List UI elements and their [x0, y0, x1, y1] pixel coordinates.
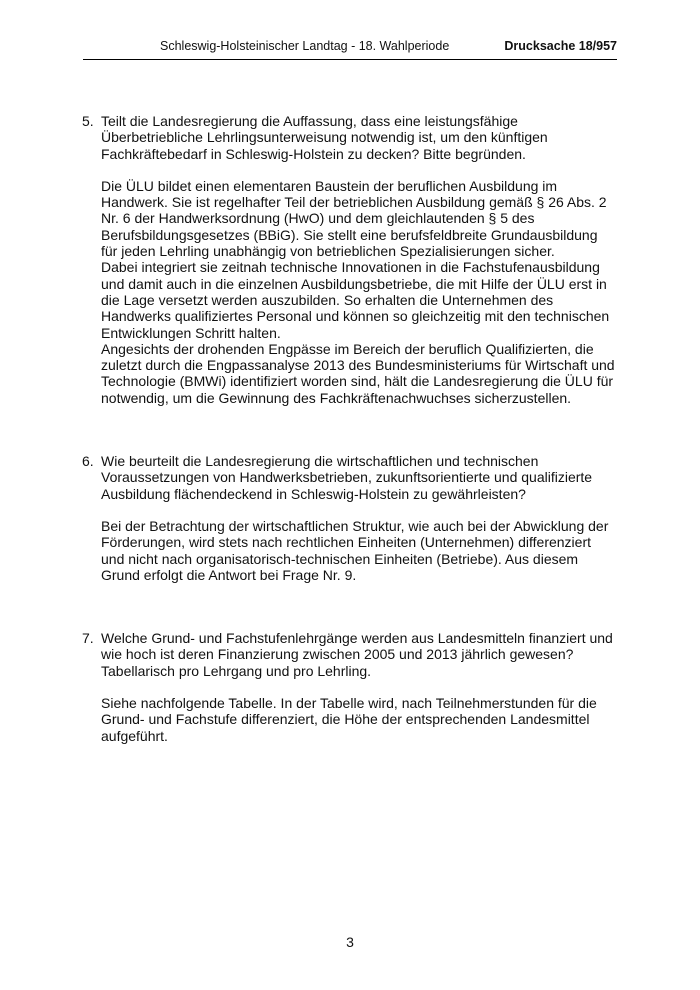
- question-item: [82, 630, 617, 744]
- answer-paragraph: Dabei integriert sie zeitnah technische Innovationen in die Fachstufenausbildung und damit auch in die einzelnen Ausbildungsbetriebe, die mit Hilfe der ÜLU erst in die Lage versetzt werden auszubilden. So erhalten die Unternehmen des Handwerks qualifiziertes Personal und können so gleichzeitig mit den technischen Entwicklungen Schritt halten.: [101, 259, 610, 341]
- answer-paragraph: Angesichts der drohenden Engpässe im Bereich der beruflich Qualifizierten, die zuletzt durch die Engpassanalyse 2013 des Bundesministeriums für Wirtschaft und Technologie (BMWi) identifiziert worden sind, hält die Landesregierung die ÜLU für notwendig, um die Gewinnung des Fachkräftenachwuchses sicherzustellen.: [101, 340, 615, 406]
- answer-block: [101, 695, 617, 744]
- question-text: Welche Grund- und Fachstufenlehrgänge werden aus Landesmitteln finanziert und wie hoch ist deren Finanzierung zwischen 2005 und 2013 jährlich gewesen? Tabellarisch pro Lehrgang und pro Lehrling.: [101, 630, 613, 679]
- question-number: 7.: [82, 630, 94, 647]
- question-number: 6.: [82, 453, 94, 470]
- answer-paragraph: Bei der Betrachtung der wirtschaftlichen Struktur, wie auch bei der Abwicklung der Förderungen, wird stets nach rechtlichen Einheiten (Unternehmen) differenziert und nicht nach organisatorisch-technischen Einheiten (Betriebe). Aus diesem Grund erfolgt die Antwort bei Frage Nr. 9.: [101, 517, 609, 583]
- answer-paragraph: Siehe nachfolgende Tabelle. In der Tabelle wird, nach Teilnehmerstunden für die Grund- und Fachstufe differenziert, die Höhe der entsprechenden Landesmittel aufgeführt.: [101, 695, 597, 744]
- answer-paragraph: Die ÜLU bildet einen elementaren Baustein der beruflichen Ausbildung im Handwerk. Sie ist regelhafter Teil der betrieblichen Ausbildung gemäß § 26 Abs. 2 Nr. 6 der Handwerksordnung (HwO) und dem gleichlautenden § 5 des Berufsbildungsgesetzes (BBiG). Sie stellt eine berufsfeldbreite Grundausbildung für jeden Lehrling unabhängig von betrieblichen Spezialisierungen sicher.: [101, 177, 607, 260]
- answer-block: [101, 178, 617, 406]
- document-number: Drucksache 18/957: [504, 39, 617, 53]
- header-divider: [83, 59, 617, 60]
- question-text: Teilt die Landesregierung die Auffassung, dass eine leistungsfähige Überbetriebliche Lehrlingsunterweisung notwendig ist, um den künftigen Fachkräftebedarf in Schleswig-Holstein zu decken? Bitte begründen.: [101, 113, 548, 162]
- question-number: 5.: [82, 113, 94, 129]
- answer-block: [101, 518, 617, 583]
- header-title: Schleswig-Holsteinischer Landtag - 18. Wahlperiode: [160, 39, 450, 53]
- question-text: Wie beurteilt die Landesregierung die wirtschaftlichen und technischen Voraussetzungen von Handwerksbetrieben, zukunftsorientierte und qualifizierte Ausbildung flächendeckend in Schleswig-Holstein zu gewährleisten?: [101, 453, 593, 502]
- question-item: [82, 113, 617, 406]
- question-item: [82, 453, 617, 583]
- question-list: [82, 113, 617, 744]
- page-number: 3: [346, 934, 354, 950]
